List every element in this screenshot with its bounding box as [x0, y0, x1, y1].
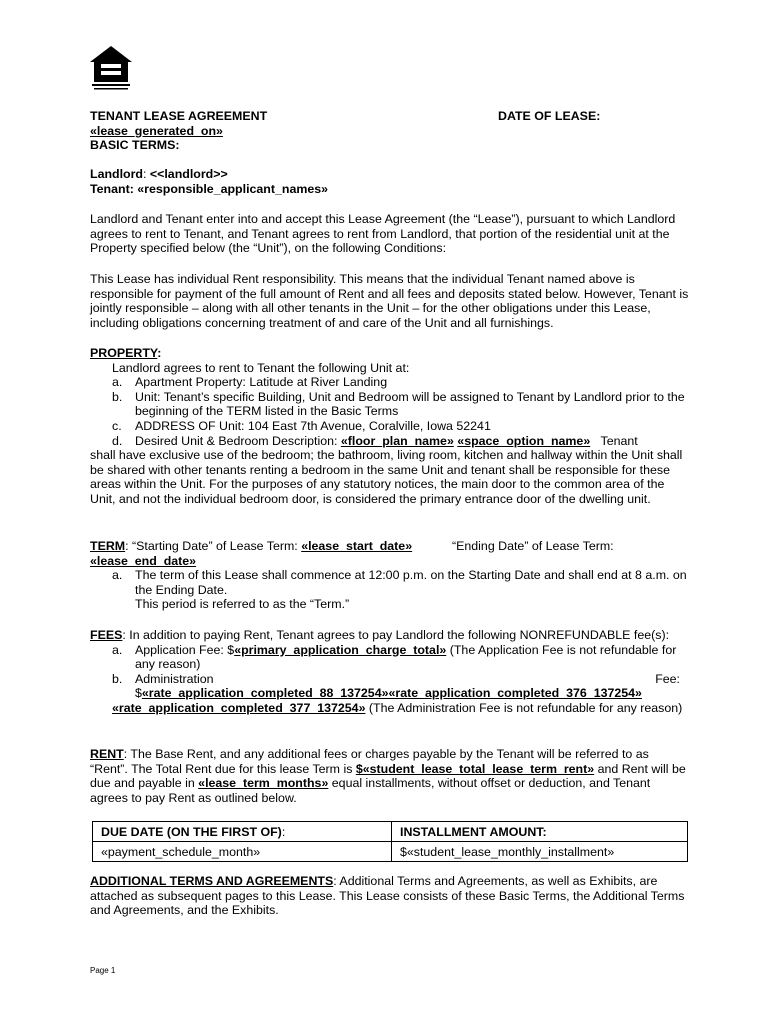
- additional-terms-heading: ADDITIONAL TERMS AND AGREEMENTS: [90, 874, 334, 888]
- parties: [90, 167, 690, 196]
- basic-terms-heading: BASIC TERMS:: [90, 138, 180, 153]
- tenant-label: Tenant:: [90, 181, 138, 196]
- application-charge-total: «primary_application_charge_total»: [234, 642, 447, 657]
- property-item-d: d. Desired Unit & Bedroom Description: «floor_plan_name» «space_option_name» Tenant: [112, 433, 638, 448]
- property-colon: :: [157, 346, 162, 360]
- property-item-c: c. ADDRESS OF Unit: 104 East 7th Avenue, Coralville, Iowa 52241: [112, 418, 491, 433]
- property-item-a: a. Apartment Property: Latitude at River Landing: [112, 375, 388, 390]
- term-end-value: «lease_end_date»: [90, 553, 197, 568]
- payment-schedule-month: «payment_schedule_month»: [93, 842, 392, 862]
- term-item-a: a. The term of this Lease shall commence at 12:00 p.m. on the Starting Date and shall end at 8 a.m. on the Ending Date.: [112, 568, 687, 597]
- term-section: [90, 539, 690, 612]
- fees-heading: FEES: [90, 628, 123, 642]
- administration-fee-value-2: «rate_application_completed_377_137254»: [112, 700, 366, 715]
- property-heading: PROPERTY: [90, 346, 158, 360]
- intro-paragraph-1: Landlord and Tenant enter into and accept this Lease Agreement (the “Lease”), pursuant to which Landlord agrees to rent to Tenant, and Tenant agrees to rent from Landlord, that portion of the residential unit at the Property specified below (the “Unit”), on the following Conditions:: [90, 212, 676, 256]
- additional-terms-section: ADDITIONAL TERMS AND AGREEMENTS: Additional Terms and Agreements, as well as Exhibits, are attached as subsequent pages to this Lease. This Lease consists of these Basic Terms, the Additional Terms and Agreements, and the Exhibits.: [90, 874, 685, 918]
- property-section: [90, 346, 690, 507]
- table-header-row: [93, 822, 688, 842]
- rent-heading: RENT: [90, 747, 124, 761]
- due-date-header: DUE DATE (ON THE FIRST OF):: [93, 822, 392, 842]
- property-item-d-continuation: shall have exclusive use of the bedroom; the bathroom, living room, kitchen and hallway within the Unit shall be shared with other tenants renting a bedroom in the same Unit and tenant shall be responsible for these areas within the Unit. For the purposes of any statutory notices, the main door to the common area of the Unit, and not the individual bedroom door, is considered the primary entrance door of the dwelling unit.: [90, 448, 683, 506]
- fees-section: FEES: In addition to paying Rent, Tenant agrees to pay Landlord the following NONREFUNDABLE fee(s): a. Application Fee: $«primary_application_charge_total» (The Application Fee is not refundable for any reason) b. Administration Fee: $«rate_application_completed_88_137254»«rate_application_completed_376_137254» «rate_application_completed_377_137254» (The Administration Fee is not refundable for any reason): [90, 628, 690, 716]
- monthly-installment: $«student_lease_monthly_installment»: [392, 842, 688, 862]
- term-heading: TERM: [90, 539, 126, 553]
- term-item-a-note: This period is referred to as the “Term.”: [135, 597, 350, 612]
- intro-paragraph-2: This Lease has individual Rent responsibility. This means that the individual Tenant named above is responsible for payment of the full amount of Rent and all fees and deposits stated below. However, Tenant is jointly responsible – along with all other tenants in the Unit – for the other obligations under this Lease, including obligations concerning treatment of and care of the Unit and all furnishings.: [90, 272, 689, 330]
- equal-housing-opportunity-icon: [88, 44, 134, 92]
- lease-generated-on: «lease_generated_on»: [90, 123, 223, 138]
- lease-title: TENANT LEASE AGREEMENT: [90, 109, 268, 123]
- table-row: [93, 842, 688, 862]
- landlord-value: <<landlord>>: [149, 167, 228, 181]
- landlord-label: Landlord: [90, 167, 143, 181]
- lease-term-months: «lease_term_months»: [198, 776, 329, 791]
- term-start-label: : “Starting Date” of Lease Term:: [125, 539, 302, 553]
- term-start-value: «lease_start_date»: [301, 539, 413, 553]
- rent-total: $«student_lease_total_lease_term_rent»: [355, 761, 595, 776]
- property-lead: Landlord agrees to rent to Tenant the following Unit at:: [112, 360, 410, 375]
- floor-plan-name: «floor_plan_name»: [340, 433, 454, 448]
- property-item-b: b. Unit: Tenant’s specific Building, Unit and Bedroom will be assigned to Tenant by Landlord prior to the beginning of the TERM listed in the Basic Terms: [112, 389, 685, 419]
- payment-schedule-table: [92, 821, 688, 862]
- space-option-name: «space_option_name»: [457, 433, 591, 448]
- page-number: Page 1: [90, 966, 116, 975]
- landlord-value-colon: :: [143, 167, 150, 181]
- date-of-lease-label: DATE OF LEASE:: [498, 109, 601, 123]
- fees-item-b: b. Administration Fee:: [112, 671, 680, 686]
- tenant-value: «responsible_applicant_names»: [137, 181, 329, 196]
- term-end-label: “Ending Date” of Lease Term:: [452, 539, 614, 553]
- fees-item-a: a. Application Fee: $«primary_application_charge_total» (The Application Fee is not refundable for any reason): [112, 642, 677, 672]
- rent-section: RENT: The Base Rent, and any additional fees or charges payable by the Tenant will be referred to as “Rent”. The Total Rent due for this lease Term is $«student_lease_total_lease_term_rent» and Rent will be due and payable in «lease_term_months» equal installments, without offset or deduction, and Tenant agrees to pay Rent as outlined below.: [90, 747, 686, 805]
- administration-fee-value-1: «rate_application_completed_88_137254»«rate_application_completed_376_137254»: [141, 686, 642, 701]
- installment-amount-header: INSTALLMENT AMOUNT:: [392, 822, 688, 842]
- fees-intro: : In addition to paying Rent, Tenant agrees to pay Landlord the following NONREFUNDABLE fee(s):: [122, 628, 670, 642]
